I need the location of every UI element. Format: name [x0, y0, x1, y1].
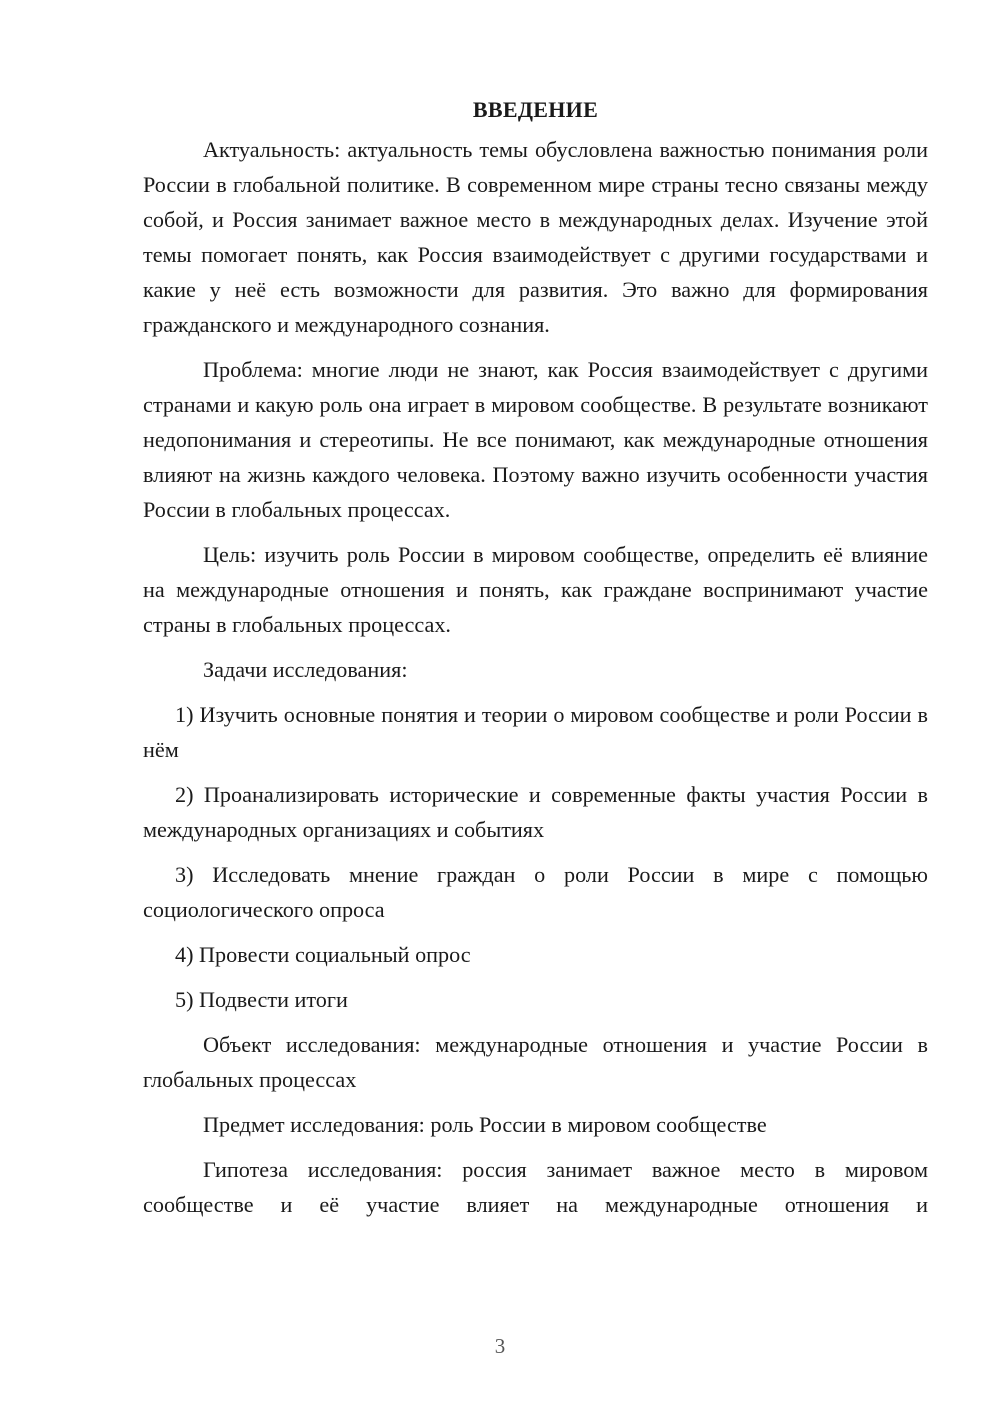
relevance-paragraph: Актуальность: актуальность темы обусловлена важностью понимания роли России в глобальной политике. В современном мире страны тесно связаны между собой, и Россия занимает важное место в международных делах. Изучение этой темы помогает понять, как Россия взаимодействует с другими государствами и какие у неё есть возможности для развития. Это важно для формирования гражданского и международного сознания. [143, 137, 928, 337]
goal-paragraph: Цель: изучить роль России в мировом сообществе, определить её влияние на международные отношения и понять, как граждане воспринимают участие страны в глобальных процессах. [143, 542, 928, 637]
problem-paragraph: Проблема: многие люди не знают, как Россия взаимодействует с другими странами и какую роль она играет в мировом сообществе. В результате возникают недопонимания и стереотипы. Не все понимают, как международные отношения влияют на жизнь каждого человека. Поэтому важно изучить особенности участия России в глобальных процессах. [143, 357, 928, 522]
tasks-heading: Задачи исследования: [203, 657, 408, 682]
subject-paragraph: Предмет исследования: роль России в мировом сообществе [203, 1112, 767, 1137]
page-content [143, 92, 928, 1232]
hypothesis-paragraph: Гипотеза исследования: россия занимает важное место в мировом сообществе и её участие влияет на международные отношения и [143, 1157, 928, 1217]
task-item: 5) Подвести итоги [175, 987, 348, 1012]
task-item: 1) Изучить основные понятия и теории о мировом сообществе и роли России в нём [143, 702, 928, 762]
object-paragraph: Объект исследования: международные отношения и участие России в глобальных процессах [143, 1032, 928, 1092]
task-item: 2) Проанализировать исторические и современные факты участия России в международных организациях и событиях [143, 782, 928, 842]
section-title: ВВЕДЕНИЕ [472, 97, 599, 122]
task-item: 3) Исследовать мнение граждан о роли России в мире с помощью социологического опроса [143, 862, 928, 922]
task-item: 4) Провести социальный опрос [175, 942, 471, 967]
page-number: 3 [494, 1334, 506, 1358]
